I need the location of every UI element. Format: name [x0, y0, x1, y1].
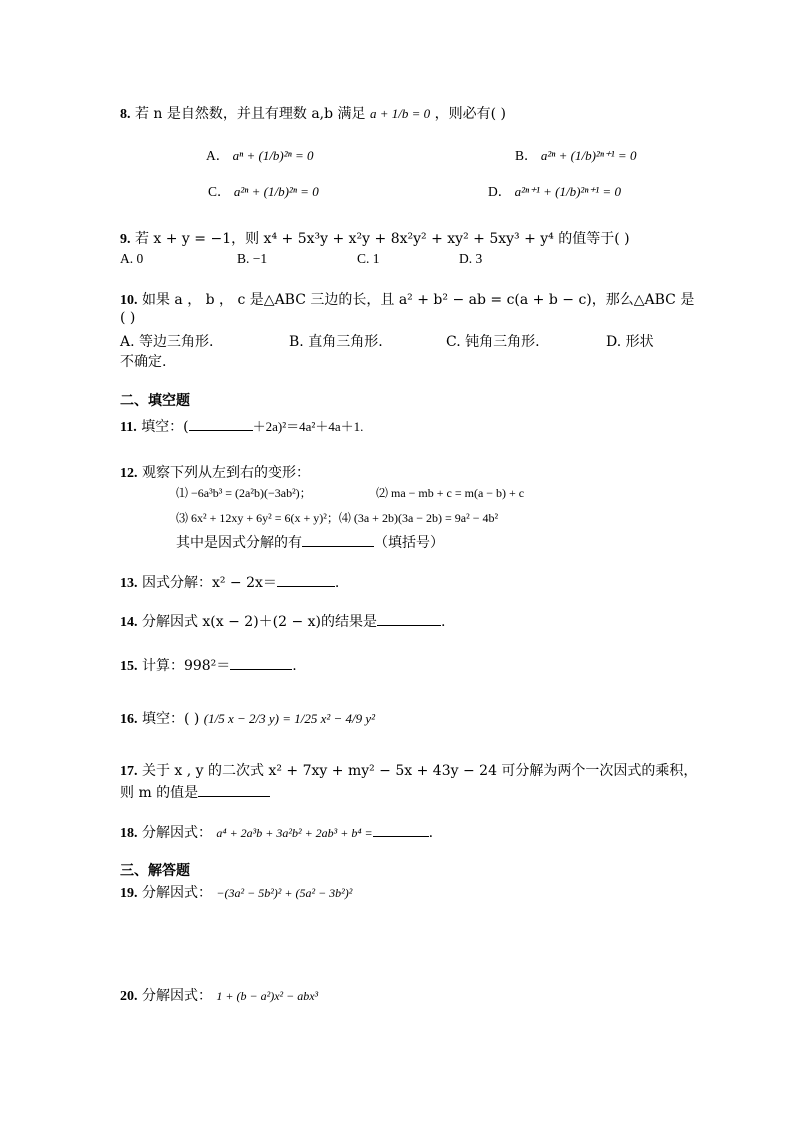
answer-blank[interactable] — [230, 655, 292, 670]
option-expression: a²ⁿ + (1/b)²ⁿ = 0 — [233, 184, 319, 199]
section-title-fill-in: 二、填空题 — [120, 393, 190, 409]
question-prefix: 填空：( — [141, 419, 189, 435]
question-suffix: ＋2a)²＝4a²＋4a＋1. — [252, 419, 364, 434]
question-number: 11. — [120, 420, 137, 435]
question-18 — [120, 822, 433, 842]
transform-3-4: ⑶ 6x² + 12xy + 6y² = 6(x + y)²；⑷ (3a + 2b)(3a − 2b) = 9a² − 4b² — [176, 511, 499, 525]
question-17-line2 — [120, 782, 270, 802]
question-expression: a⁴ + 2a³b + 3a²b² + 2ab³ + b⁴ = — [216, 826, 373, 840]
option-expression: a²ⁿ + (1/b)²ⁿ⁺¹ = 0 — [540, 148, 637, 163]
question-14 — [120, 611, 445, 631]
question-number: 12. — [120, 466, 138, 481]
question-number: 15. — [120, 659, 138, 674]
answer-blank[interactable] — [198, 782, 270, 797]
option-b — [515, 144, 636, 164]
answer-blank[interactable] — [377, 611, 441, 626]
question-8 — [120, 103, 506, 123]
question-12 — [120, 462, 310, 482]
option-letter: B． — [515, 148, 538, 163]
answer-paren: ，则必有( ) — [434, 106, 506, 122]
option-b: B. 直角三角形. — [289, 334, 383, 350]
question-suffix: . — [292, 658, 297, 674]
option-c: C. 1 — [357, 251, 380, 266]
question-prefix: 分解因式 x(x − 2)＋(2 − x)的结果是 — [141, 614, 378, 630]
ask-suffix: （填括号） — [374, 535, 444, 551]
option-a: A. 0 — [120, 251, 144, 266]
answer-paren: ( ) — [120, 310, 136, 326]
question-17 — [120, 760, 697, 780]
question-11 — [120, 416, 363, 436]
option-letter: D． — [488, 184, 512, 199]
option-expression: a²ⁿ⁺¹ + (1/b)²ⁿ⁺¹ = 0 — [514, 184, 621, 199]
question-prefix: 则 m 的值是 — [120, 785, 199, 801]
question-prefix: 填空：( ) — [141, 711, 200, 727]
question-prefix: 分解因式： — [141, 825, 212, 841]
option-b: B. −1 — [237, 251, 268, 266]
answer-blank[interactable] — [373, 822, 429, 837]
question-20 — [120, 985, 318, 1005]
question-expression: (1/5 x − 2/3 y) = 1/25 x² − 4/9 y² — [203, 711, 376, 726]
question-expression: 1 + (b − a²)x² − abx³ — [216, 989, 319, 1003]
answer-blank[interactable] — [302, 532, 374, 547]
option-c: C. 钝角三角形. — [446, 334, 540, 350]
question-prefix: 计算：998²＝ — [141, 658, 231, 674]
question-number: 9. — [120, 232, 131, 247]
question-prefix: 分解因式： — [141, 885, 212, 901]
question-expression: −(3a² − 5b²)² + (5a² − 3b²)² — [216, 886, 353, 900]
question-stem: 关于 x , y 的二次式 x² + 7xy + my² − 5x + 43y − 24 可分解为两个一次因式的乘积， — [141, 763, 698, 779]
option-letter: C． — [208, 184, 231, 199]
condition-expression: a + 1/b = 0 — [369, 106, 431, 121]
question-number: 8. — [120, 107, 131, 122]
option-d: D. 形状 — [606, 334, 654, 350]
question-13 — [120, 572, 339, 592]
question-number: 10. — [120, 293, 138, 308]
question-9 — [120, 228, 630, 248]
question-suffix: . — [428, 825, 434, 841]
question-number: 17. — [120, 764, 138, 779]
question-number: 13. — [120, 576, 138, 591]
question-stem: 若 x + y = −1，则 x⁴ + 5x³y + x²y + 8x²y² + xy² + 5xy³ + y⁴ 的值等于( ) — [134, 231, 630, 247]
section-title-answer: 三、解答题 — [120, 863, 190, 879]
option-c — [208, 180, 319, 200]
ask-prefix: 其中是因式分解的有 — [176, 535, 302, 551]
question-suffix: . — [334, 575, 340, 591]
option-a: A. 等边三角形. — [120, 334, 214, 350]
question-stem: 观察下列从左到右的变形： — [141, 465, 310, 481]
question-10 — [120, 289, 694, 309]
option-d-wrap: 不确定. — [120, 354, 167, 370]
option-letter: A． — [206, 148, 230, 163]
question-16 — [120, 708, 375, 728]
question-12-ask — [176, 532, 444, 552]
answer-blank[interactable] — [277, 572, 335, 587]
transform-2: ⑵ ma − mb + c = m(a − b) + c — [376, 486, 525, 500]
question-prefix: 因式分解：x² − 2x＝ — [141, 575, 277, 591]
question-number: 16. — [120, 712, 138, 727]
question-number: 20. — [120, 989, 138, 1004]
question-prefix: 分解因式： — [141, 988, 212, 1004]
question-19 — [120, 882, 352, 902]
transform-1: ⑴ −6a³b³ = (2a²b)(−3ab²)； — [176, 486, 312, 500]
option-d: D. 3 — [459, 251, 483, 266]
option-expression: aⁿ + (1/b)²ⁿ = 0 — [232, 148, 314, 163]
question-stem: 如果 a ， b ， c 是△ABC 三边的长，且 a² + b² − ab = c(a + b − c)，那么△ABC 是 — [141, 292, 695, 308]
question-number: 18. — [120, 826, 138, 841]
question-number: 19. — [120, 886, 138, 901]
question-number: 14. — [120, 615, 138, 630]
answer-blank[interactable] — [189, 416, 253, 431]
question-15 — [120, 655, 297, 675]
option-d — [488, 180, 621, 200]
question-suffix: . — [441, 614, 446, 630]
option-a — [206, 144, 314, 164]
question-stem: 若 n 是自然数，并且有理数 a,b 满足 — [134, 106, 366, 122]
